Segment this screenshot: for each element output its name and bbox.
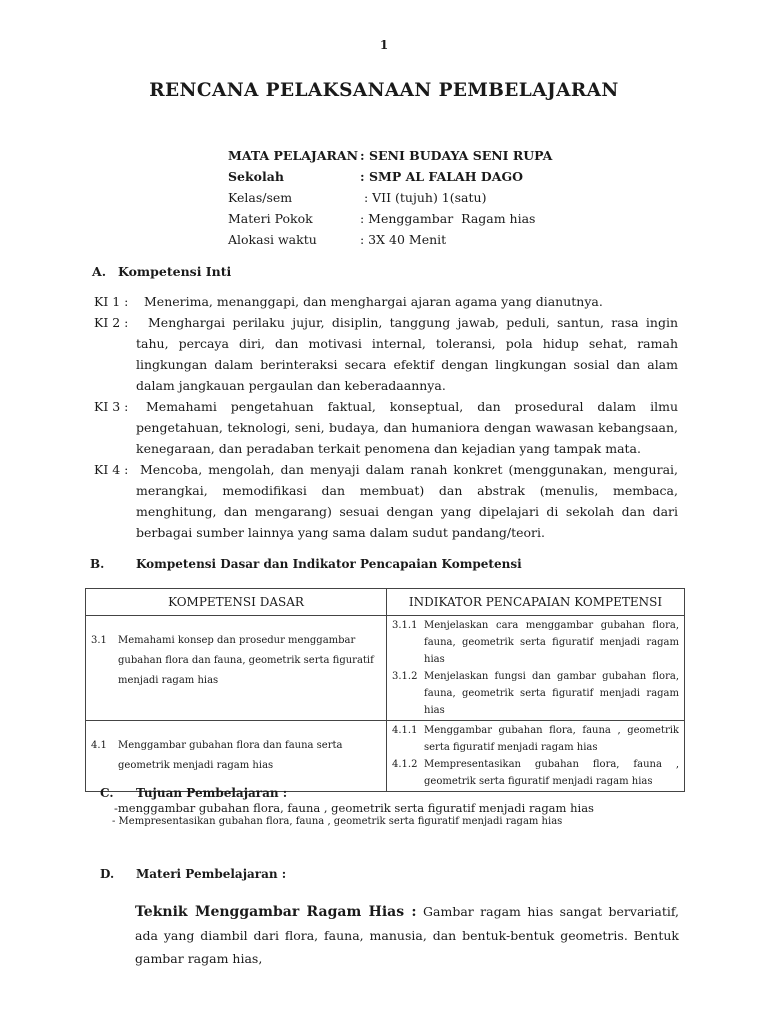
- identity-row-subject: [228, 145, 552, 166]
- ki-key: KI 2 :: [94, 315, 129, 330]
- page-title: RENCANA PELAKSANAAN PEMBELAJARAN: [149, 80, 619, 101]
- indicator-item: [388, 617, 683, 668]
- indicator-text: Menjelaskan cara menggambar gubahan flora, fauna, geometrik serta figuratif menjadi ragam hias: [424, 620, 679, 665]
- indicator-number: 4.1.1: [392, 725, 418, 736]
- materi-paragraph: [135, 900, 679, 970]
- identity-row-class: [228, 187, 552, 208]
- ki-key: KI 1 :: [94, 294, 129, 309]
- section-title: Kompetensi Inti: [118, 264, 232, 279]
- identity-label: Sekolah: [228, 169, 284, 184]
- indicator-number: 3.1.1: [392, 620, 418, 631]
- ki-text: Menerima, menanggapi, dan menghargai ajaran agama yang dianutnya.: [144, 294, 603, 309]
- page-number: 1: [379, 38, 389, 52]
- ki-item: [94, 459, 678, 543]
- kd-cell: [86, 721, 387, 792]
- indicator-number: 3.1.2: [392, 671, 418, 682]
- table-row: [86, 721, 685, 792]
- identity-label: Materi Pokok: [228, 211, 313, 226]
- ki-item: [94, 396, 678, 459]
- identity-value: : SMP AL FALAH DAGO: [360, 169, 524, 184]
- section-b-heading: [90, 557, 522, 571]
- section-c-heading: [100, 786, 287, 800]
- ki-key: KI 3 :: [94, 399, 129, 414]
- ki-key: KI 4 :: [94, 462, 129, 477]
- identity-value: : Menggambar Ragam hias: [360, 211, 536, 226]
- kd-number: 4.1: [91, 740, 107, 751]
- section-title: Materi Pembelajaran :: [136, 867, 287, 881]
- kompetensi-inti-list: [94, 291, 678, 543]
- ki-text: Mencoba, mengolah, dan menyaji dalam ranah konkret (menggunakan, mengurai, merangkai, memodifikasi dan membuat) dan abstrak (menulis, membaca, menghitung, dan mengarang) sesuai dengan yang dipelajari di sekolah dan dari berbagai sumber lainnya yang sama dalam sudut pandang/teori.: [136, 462, 678, 540]
- indicator-item: [388, 668, 683, 719]
- section-letter: D.: [100, 867, 115, 881]
- tujuan-item: - Mempresentasikan gubahan flora, fauna , geometrik serta figuratif menjadi ragam hias: [112, 816, 563, 827]
- ki-text: Menghargai perilaku jujur, disiplin, tanggung jawab, peduli, santun, rasa ingin tahu, percaya diri, dan motivasi internal, toleransi, pola hidup sehat, ramah lingkungan dalam berinteraksi secara efektif dengan lingkungan sosial dan alam dalam jangkauan pergaulan dan keberadaannya.: [136, 315, 678, 393]
- section-title: Tujuan Pembelajaran :: [136, 786, 288, 800]
- identity-value: : 3X 40 Menit: [360, 232, 447, 247]
- indicator-number: 4.1.2: [392, 759, 418, 770]
- indicator-text: Mempresentasikan gubahan flora, fauna , geometrik serta figuratif menjadi ragam hias: [424, 759, 679, 787]
- identity-label: Alokasi waktu: [228, 232, 317, 247]
- identity-row-time: [228, 229, 552, 250]
- section-a-heading: [92, 264, 231, 279]
- indicator-item: [388, 756, 683, 790]
- kd-cell: [86, 616, 387, 721]
- section-title: Kompetensi Dasar dan Indikator Pencapaian Kompetensi: [136, 557, 522, 571]
- indicator-text: Menggambar gubahan flora, fauna , geometrik serta figuratif menjadi ragam hias: [424, 725, 679, 753]
- section-letter: B.: [90, 557, 105, 571]
- tujuan-item: -menggambar gubahan flora, fauna , geometrik serta figuratif menjadi ragam hias: [114, 801, 594, 815]
- table-header: KOMPETENSI DASAR: [86, 589, 387, 616]
- ki-item: [94, 312, 678, 396]
- identity-label: Kelas/sem: [228, 190, 293, 205]
- materi-text: Gambar ragam hias sangat bervariatif, ada yang diambil dari flora, fauna, manusia, dan bentuk-bentuk geometris. Bentuk gambar ragam hias,: [135, 904, 679, 966]
- indicator-cell: [387, 721, 685, 792]
- identity-value: : SENI BUDAYA SENI RUPA: [360, 148, 553, 163]
- identity-label: MATA PELAJARAN: [228, 148, 359, 163]
- ki-text: Memahami pengetahuan faktual, konseptual, dan prosedural dalam ilmu pengetahuan, teknologi, seni, budaya, dan humaniora dengan wawasan kebangsaan, kenegaraan, dan peradaban terkait penomena dan kejadian yang tampak mata.: [136, 399, 678, 456]
- indicator-cell: [387, 616, 685, 721]
- section-letter: A.: [92, 264, 107, 279]
- table-header-row: [86, 589, 685, 616]
- kd-text: Memahami konsep dan prosedur menggambar gubahan flora dan fauna, geometrik serta figuratif menjadi ragam hias: [118, 635, 374, 686]
- identity-row-topic: [228, 208, 552, 229]
- table-header: INDIKATOR PENCAPAIAN KOMPETENSI: [387, 589, 685, 616]
- competency-table: [85, 588, 685, 792]
- identity-row-school: [228, 166, 552, 187]
- kd-number: 3.1: [91, 635, 107, 646]
- ki-item: [94, 291, 678, 312]
- kd-text: Menggambar gubahan flora dan fauna serta geometrik menjadi ragam hias: [118, 740, 343, 771]
- identity-value: : VII (tujuh) 1(satu): [360, 190, 487, 205]
- materi-heading: Teknik Menggambar Ragam Hias :: [135, 904, 417, 920]
- table-row: [86, 616, 685, 721]
- identity-block: [228, 145, 552, 250]
- section-d-heading: [100, 867, 286, 881]
- indicator-text: Menjelaskan fungsi dan gambar gubahan flora, fauna, geometrik serta figuratif menjadi ragam hias: [424, 671, 679, 716]
- indicator-item: [388, 722, 683, 756]
- section-letter: C.: [100, 786, 114, 800]
